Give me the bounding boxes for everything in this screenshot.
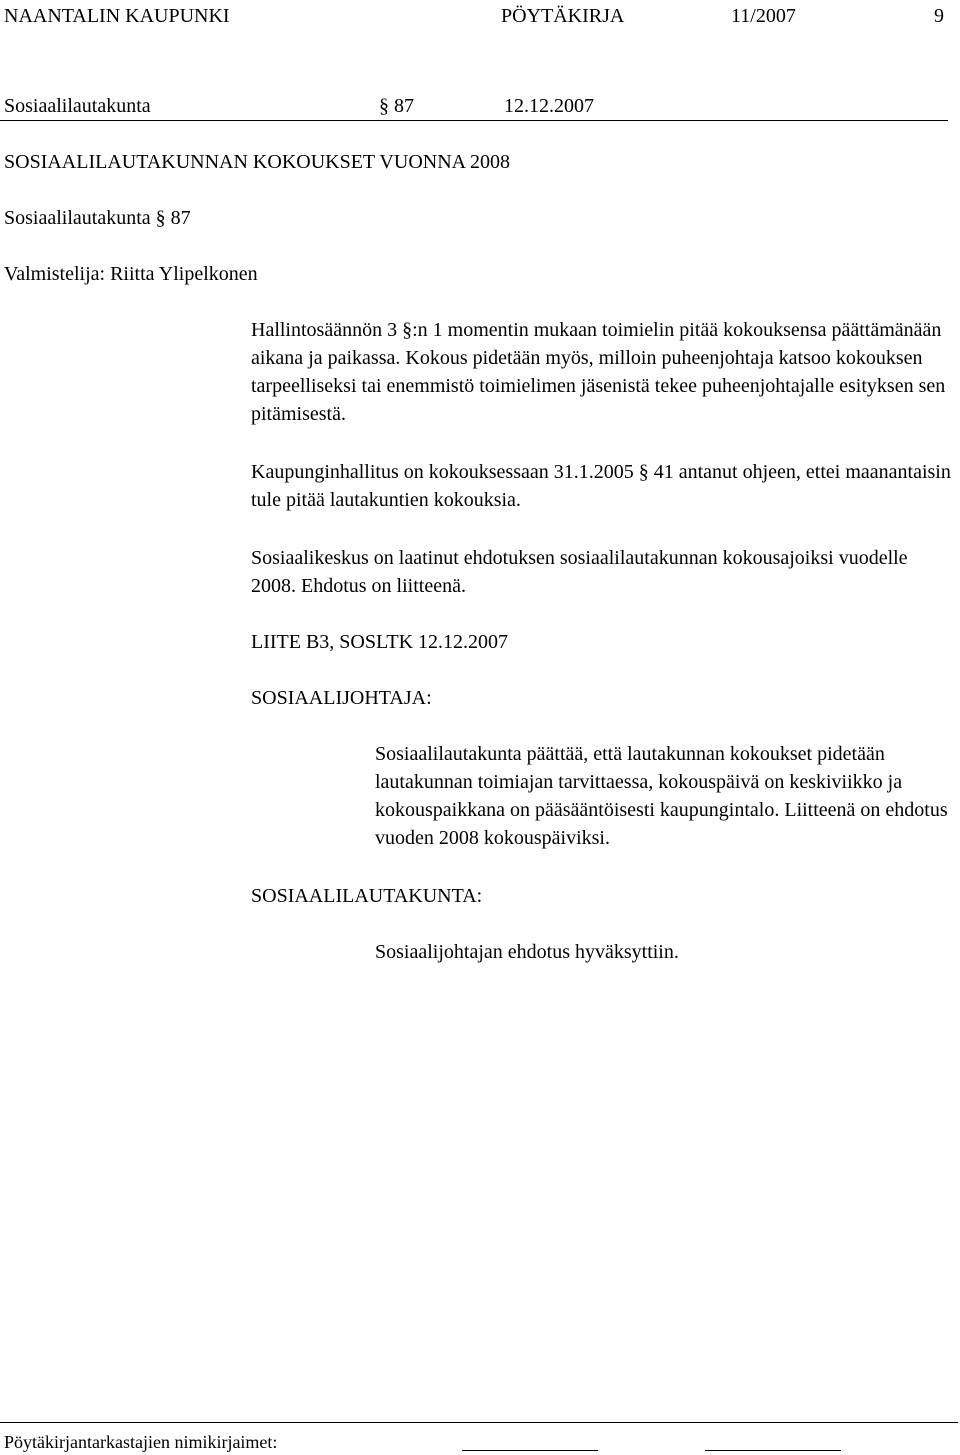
header-date: 12.12.2007 [504,95,594,117]
header-rule [0,120,948,121]
section-ref: Sosiaalilautakunta § 87 [4,207,191,229]
header-section: § 87 [379,95,414,117]
proposal-text: Sosiaalilautakunta päättää, että lautakunnan kokoukset pidetään lautakunnan toimiajan tarvittaessa, kokouspäivä on keskiviikko ja kokouspaikkana on pääsääntöisesti kaupungintalo. Liitteenä on ehdotus vuoden 2008 kokouspäiviksi. [375,743,948,849]
preparer: Valmistelija: Riitta Ylipelkonen [4,263,258,285]
doc-type: PÖYTÄKIRJA [501,5,625,27]
decision-label: SOSIAALILAUTAKUNTA: [251,885,483,907]
attachment-ref: LIITE B3, SOSLTK 12.12.2007 [251,631,509,653]
paragraph-proposal-draft: Sosiaalikeskus on laatinut ehdotuksen sosiaalilautakunnan kokousajoiksi vuodelle 2008. Ehdotus on liitteenä. [251,547,908,597]
signature-line-2 [705,1450,841,1451]
paragraph-council: Kaupunginhallitus on kokouksessaan 31.1.2005 § 41 antanut ohjeen, ettei maanantaisin tule pitää lautakuntien kokouksia. [251,461,951,511]
decision-text: Sosiaalijohtajan ehdotus hyväksyttiin. [375,941,679,963]
page-title: SOSIAALILAUTAKUNNAN KOKOUKSET VUONNA 2008 [4,151,510,173]
page-number: 9 [934,5,944,27]
header-body: Sosiaalilautakunta [4,95,151,117]
paragraph-rules: Hallintosäännön 3 §:n 1 momentin mukaan toimielin pitää kokouksensa päättämänään aikana ja paikassa. Kokous pidetään myös, milloin puheenjohtaja katsoo kokouksen tarpeelliseksi tai enemmistö toimielimen jäsenistä tekee puheenjohtajalle esityksen sen pitämisestä. [251,319,946,425]
doc-number: 11/2007 [731,5,796,27]
signature-line-1 [462,1450,598,1451]
footer-rule [0,1422,958,1423]
proposal-label: SOSIAALIJOHTAJA: [251,687,432,709]
org-name: NAANTALIN KAUPUNKI [4,5,230,27]
footer-label: Pöytäkirjantarkastajien nimikirjaimet: [4,1432,278,1452]
